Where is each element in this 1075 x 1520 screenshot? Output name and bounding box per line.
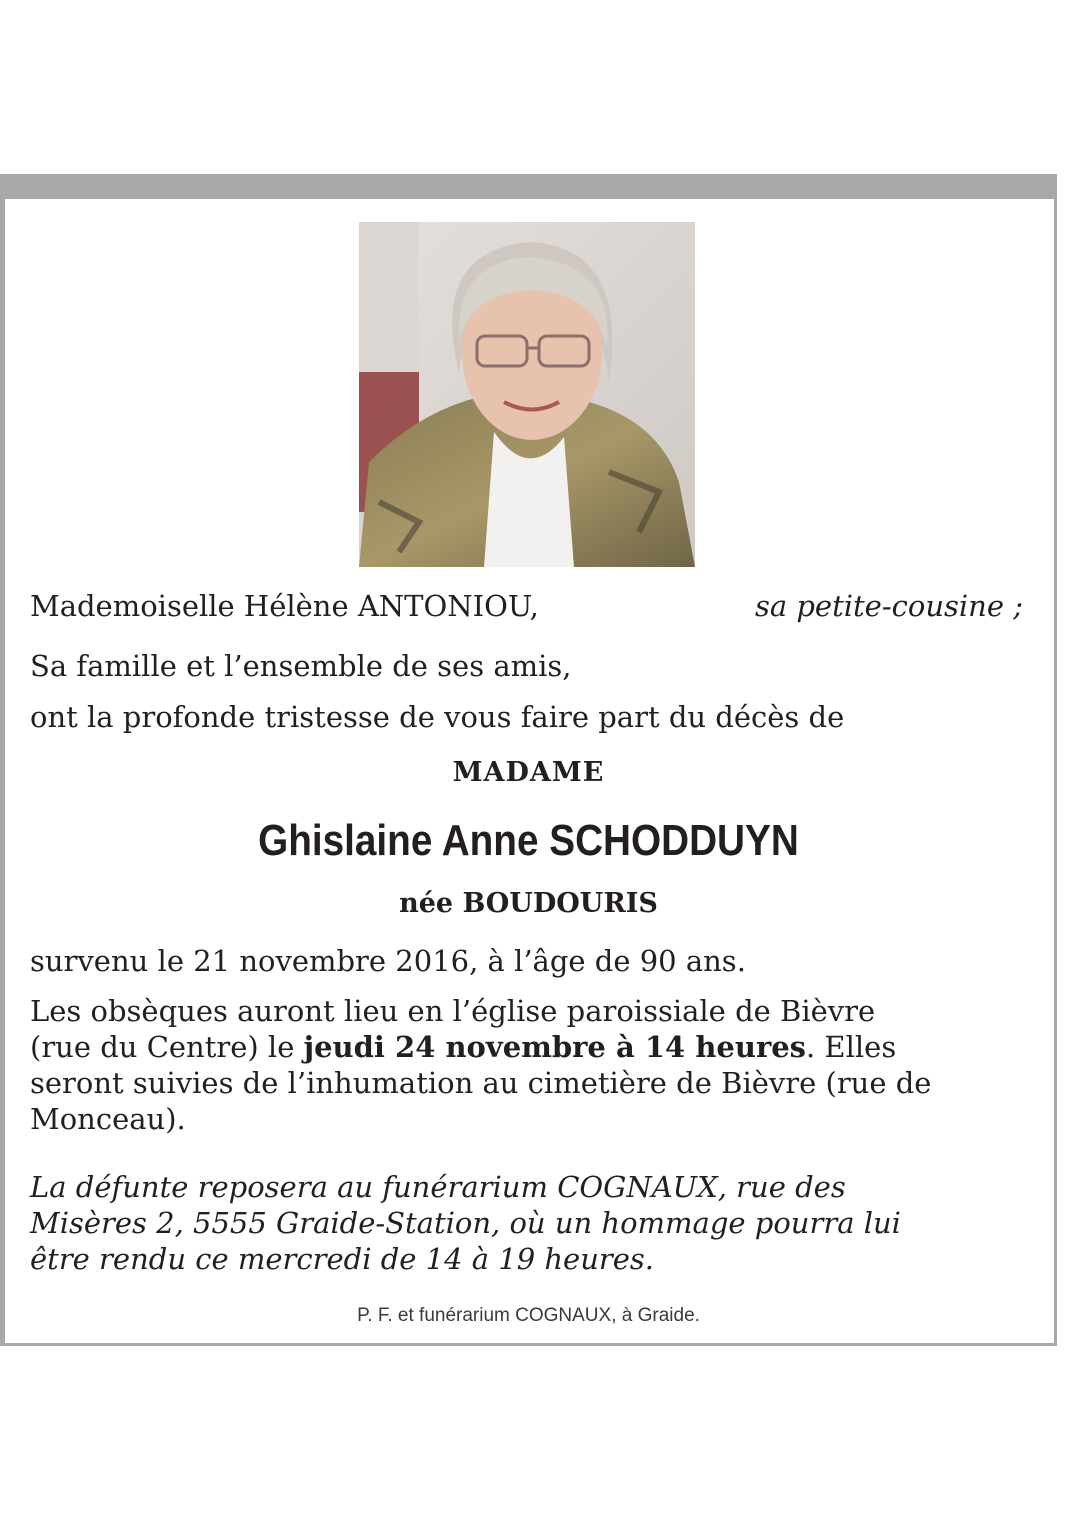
- sender-relation: sa petite-cousine ;: [754, 589, 1023, 623]
- deceased-name: Ghislaine Anne SCHODDUYN: [258, 816, 799, 865]
- portrait-photo: [359, 222, 695, 567]
- funeral-line-4: Monceau).: [30, 1102, 186, 1136]
- funeral-line-3: seront suivies de l’inhumation au cimetière de Bièvre (rue de: [30, 1066, 932, 1100]
- funeral-paragraph: [30, 993, 1030, 1137]
- family-line: Sa famille et l’ensemble de ses amis,: [30, 649, 572, 683]
- funeral-line-2-start: (rue du Centre) le: [30, 1030, 304, 1064]
- visitation-paragraph: [30, 1169, 1030, 1277]
- visitation-line-2: Misères 2, 5555 Graide-Station, où un hommage pourra lui: [30, 1206, 901, 1240]
- visitation-line-3: être rendu ce mercredi de 14 à 19 heures.: [30, 1242, 655, 1276]
- maiden-name: née BOUDOURIS: [399, 888, 658, 919]
- announcement-line: ont la profonde tristesse de vous faire part du décès de: [30, 700, 845, 734]
- funeral-line-2: [30, 1029, 1030, 1065]
- funeral-home-credit: P. F. et funérarium COGNAUX, à Graide.: [357, 1305, 700, 1326]
- funeral-date-time: jeudi 24 novembre à 14 heures: [303, 1030, 806, 1064]
- funeral-line-1: Les obsèques auront lieu en l’église paroissiale de Bièvre: [30, 994, 876, 1028]
- funeral-line-2-end: . Elles: [806, 1030, 897, 1064]
- visitation-line-1: La défunte reposera au funérarium COGNAUX, rue des: [30, 1170, 846, 1204]
- sender-name: Mademoiselle Hélène ANTONIOU,: [30, 589, 539, 623]
- death-date-line: survenu le 21 novembre 2016, à l’âge de 90 ans.: [30, 944, 746, 978]
- honorific-title: MADAME: [452, 757, 605, 788]
